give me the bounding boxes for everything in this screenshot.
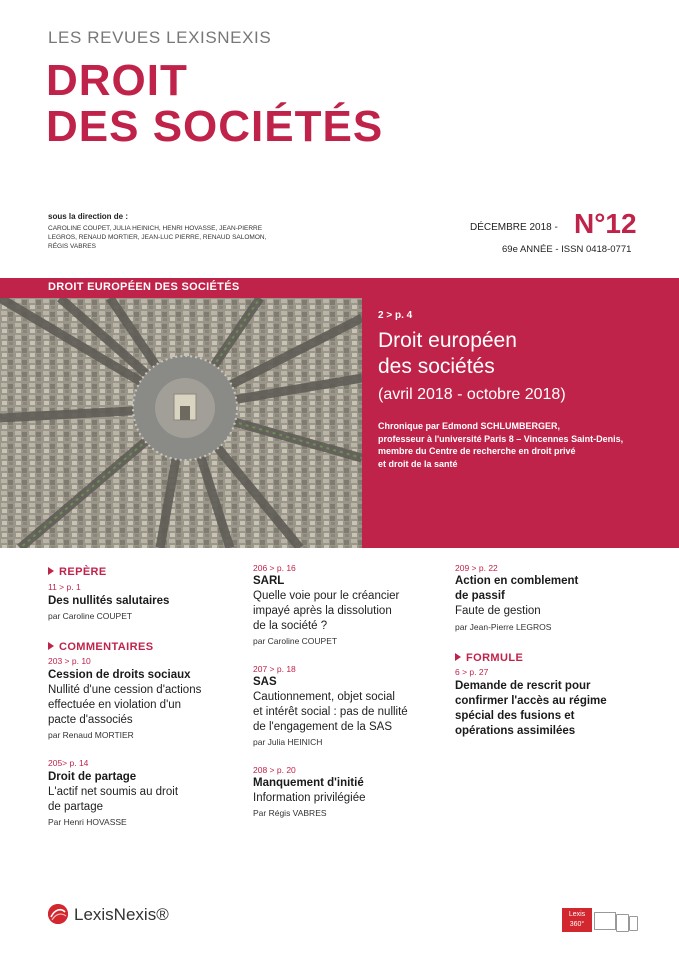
tablet-icon — [616, 914, 629, 932]
column-3 — [455, 563, 660, 739]
triangle-icon — [48, 567, 54, 575]
article-title-line4: opérations assimilées — [455, 725, 576, 737]
article-title[interactable]: SARL — [253, 575, 285, 587]
lexisnexis-logo-text: LexisNexis® — [74, 905, 169, 924]
journal-title-line2: DES SOCIÉTÉS — [46, 102, 384, 151]
article-desc-1: L'actif net soumis au droit — [48, 786, 179, 798]
article-desc-3: de l'engagement de la SAS — [253, 721, 393, 733]
section-head-commentaires-label: COMMENTAIRES — [59, 641, 154, 653]
article-ref: 203 > p. 10 — [48, 656, 91, 666]
article-ref: 208 > p. 20 — [253, 765, 296, 775]
feature-byline-2: professeur à l'université Paris 8 – Vincennes Saint-Denis, — [378, 433, 624, 444]
feature-title[interactable] — [378, 328, 517, 380]
feature-title-line2: des sociétés — [378, 355, 495, 378]
article-title[interactable]: SAS — [253, 676, 277, 688]
section-banner — [0, 278, 362, 298]
section-head-repere — [48, 566, 238, 578]
article-desc-2: de partage — [48, 801, 103, 813]
section-head-formule-label: FORMULE — [466, 652, 524, 664]
feature-title-line1: Droit européen — [378, 329, 517, 352]
article-desc-3: de la société ? — [253, 620, 328, 632]
article-author: par Julia HEINICH — [253, 737, 323, 747]
lexisnexis-logo-mark — [48, 904, 68, 924]
article-title-line2: confirmer l'accès au régime — [455, 695, 607, 707]
lexisnexis-logo-icon — [48, 904, 68, 924]
article-desc-3: pacte d'associés — [48, 714, 133, 726]
article-author: par Renaud MORTIER — [48, 730, 134, 740]
lexis360-badge-line1: Lexis — [568, 911, 586, 918]
article-author: par Caroline COUPET — [253, 636, 338, 646]
article-desc-1: Faute de gestion — [455, 605, 541, 617]
article-title-line1: Demande de rescrit pour — [455, 680, 591, 692]
aerial-photo-image — [0, 298, 362, 548]
article-author: Par Henri HOVASSE — [48, 817, 127, 827]
section-head-repere-label: REPÈRE — [59, 566, 107, 578]
article-ref: 205> p. 14 — [48, 758, 89, 768]
feature-subtitle: (avril 2018 - octobre 2018) — [378, 386, 566, 403]
desktop-icon — [594, 912, 616, 930]
article-desc-2: impayé après la dissolution — [253, 605, 392, 617]
section-head-formule — [455, 652, 660, 664]
journal-title — [46, 58, 383, 150]
article-ref: 206 > p. 16 — [253, 563, 296, 573]
triangle-icon — [48, 642, 54, 650]
article-author: par Jean-Pierre LEGROS — [455, 622, 552, 632]
section-head-commentaires — [48, 641, 238, 653]
article-title[interactable] — [455, 574, 660, 604]
article-desc-1: Quelle voie pour le créancier — [253, 590, 400, 602]
lexis360-badge — [562, 908, 592, 932]
direction-label: sous la direction de : — [48, 212, 129, 221]
article-ref: 209 > p. 22 — [455, 563, 498, 573]
issue-number: N°12 — [574, 208, 637, 239]
aerial-photo — [0, 298, 362, 548]
feature-byline-4: et droit de la santé — [378, 458, 458, 469]
issue-date: DÉCEMBRE 2018 - — [470, 222, 558, 233]
journal-title-line1: DROIT — [46, 56, 188, 105]
section-banner-label: DROIT EUROPÉEN DES SOCIÉTÉS — [48, 281, 240, 293]
triangle-icon — [455, 653, 461, 661]
issue-year-issn: 69e ANNÉE - ISSN 0418-0771 — [502, 244, 632, 255]
directors-list: CAROLINE COUPET, JULIA HEINICH, HENRI HOVASSE, JEAN-PIERRE LEGROS, RENAUD MORTIER, JEAN-LUC PIERRE, RENAUD SALOMON, RÉGIS VABRES — [48, 225, 267, 250]
feature-ref: 2 > p. 4 — [378, 310, 413, 321]
article-title[interactable] — [455, 679, 660, 739]
series-name: LES REVUES LEXISNEXIS — [48, 28, 272, 47]
article-title[interactable]: Cession de droits sociaux — [48, 669, 191, 681]
article-desc-1: Nullité d'une cession d'actions — [48, 684, 202, 696]
column-2 — [253, 563, 453, 818]
feature-byline-3: membre du Centre de recherche en droit privé — [378, 446, 576, 456]
article-author: Par Régis VABRES — [253, 808, 327, 818]
article-desc-1: Cautionnement, objet social — [253, 691, 395, 703]
article-ref: 207 > p. 18 — [253, 664, 296, 674]
feature-byline — [378, 420, 668, 470]
article-author: par Caroline COUPET — [48, 611, 133, 621]
article-title-line1: Action en comblement — [455, 575, 579, 587]
article-desc-1: Information privilégiée — [253, 792, 366, 804]
article-title[interactable]: Des nullités salutaires — [48, 595, 170, 607]
article-desc-2: effectuée en violation d'un — [48, 699, 182, 711]
article-title-line3: spécial des fusions et — [455, 710, 575, 722]
column-1 — [48, 566, 238, 827]
feature-byline-1: Chronique par Edmond SCHLUMBERGER, — [378, 421, 560, 431]
feature-panel — [362, 278, 679, 548]
article-ref: 6 > p. 27 — [455, 667, 489, 677]
article-desc-2: et intérêt social : pas de nullité — [253, 706, 408, 718]
lexis360-badge-line2: 360° — [569, 921, 585, 928]
article-title[interactable]: Manquement d'initié — [253, 777, 364, 789]
article-title[interactable]: Droit de partage — [48, 771, 137, 783]
phone-icon — [629, 916, 638, 931]
article-title-line2: de passif — [455, 590, 505, 602]
article-ref: 11 > p. 1 — [48, 582, 81, 592]
